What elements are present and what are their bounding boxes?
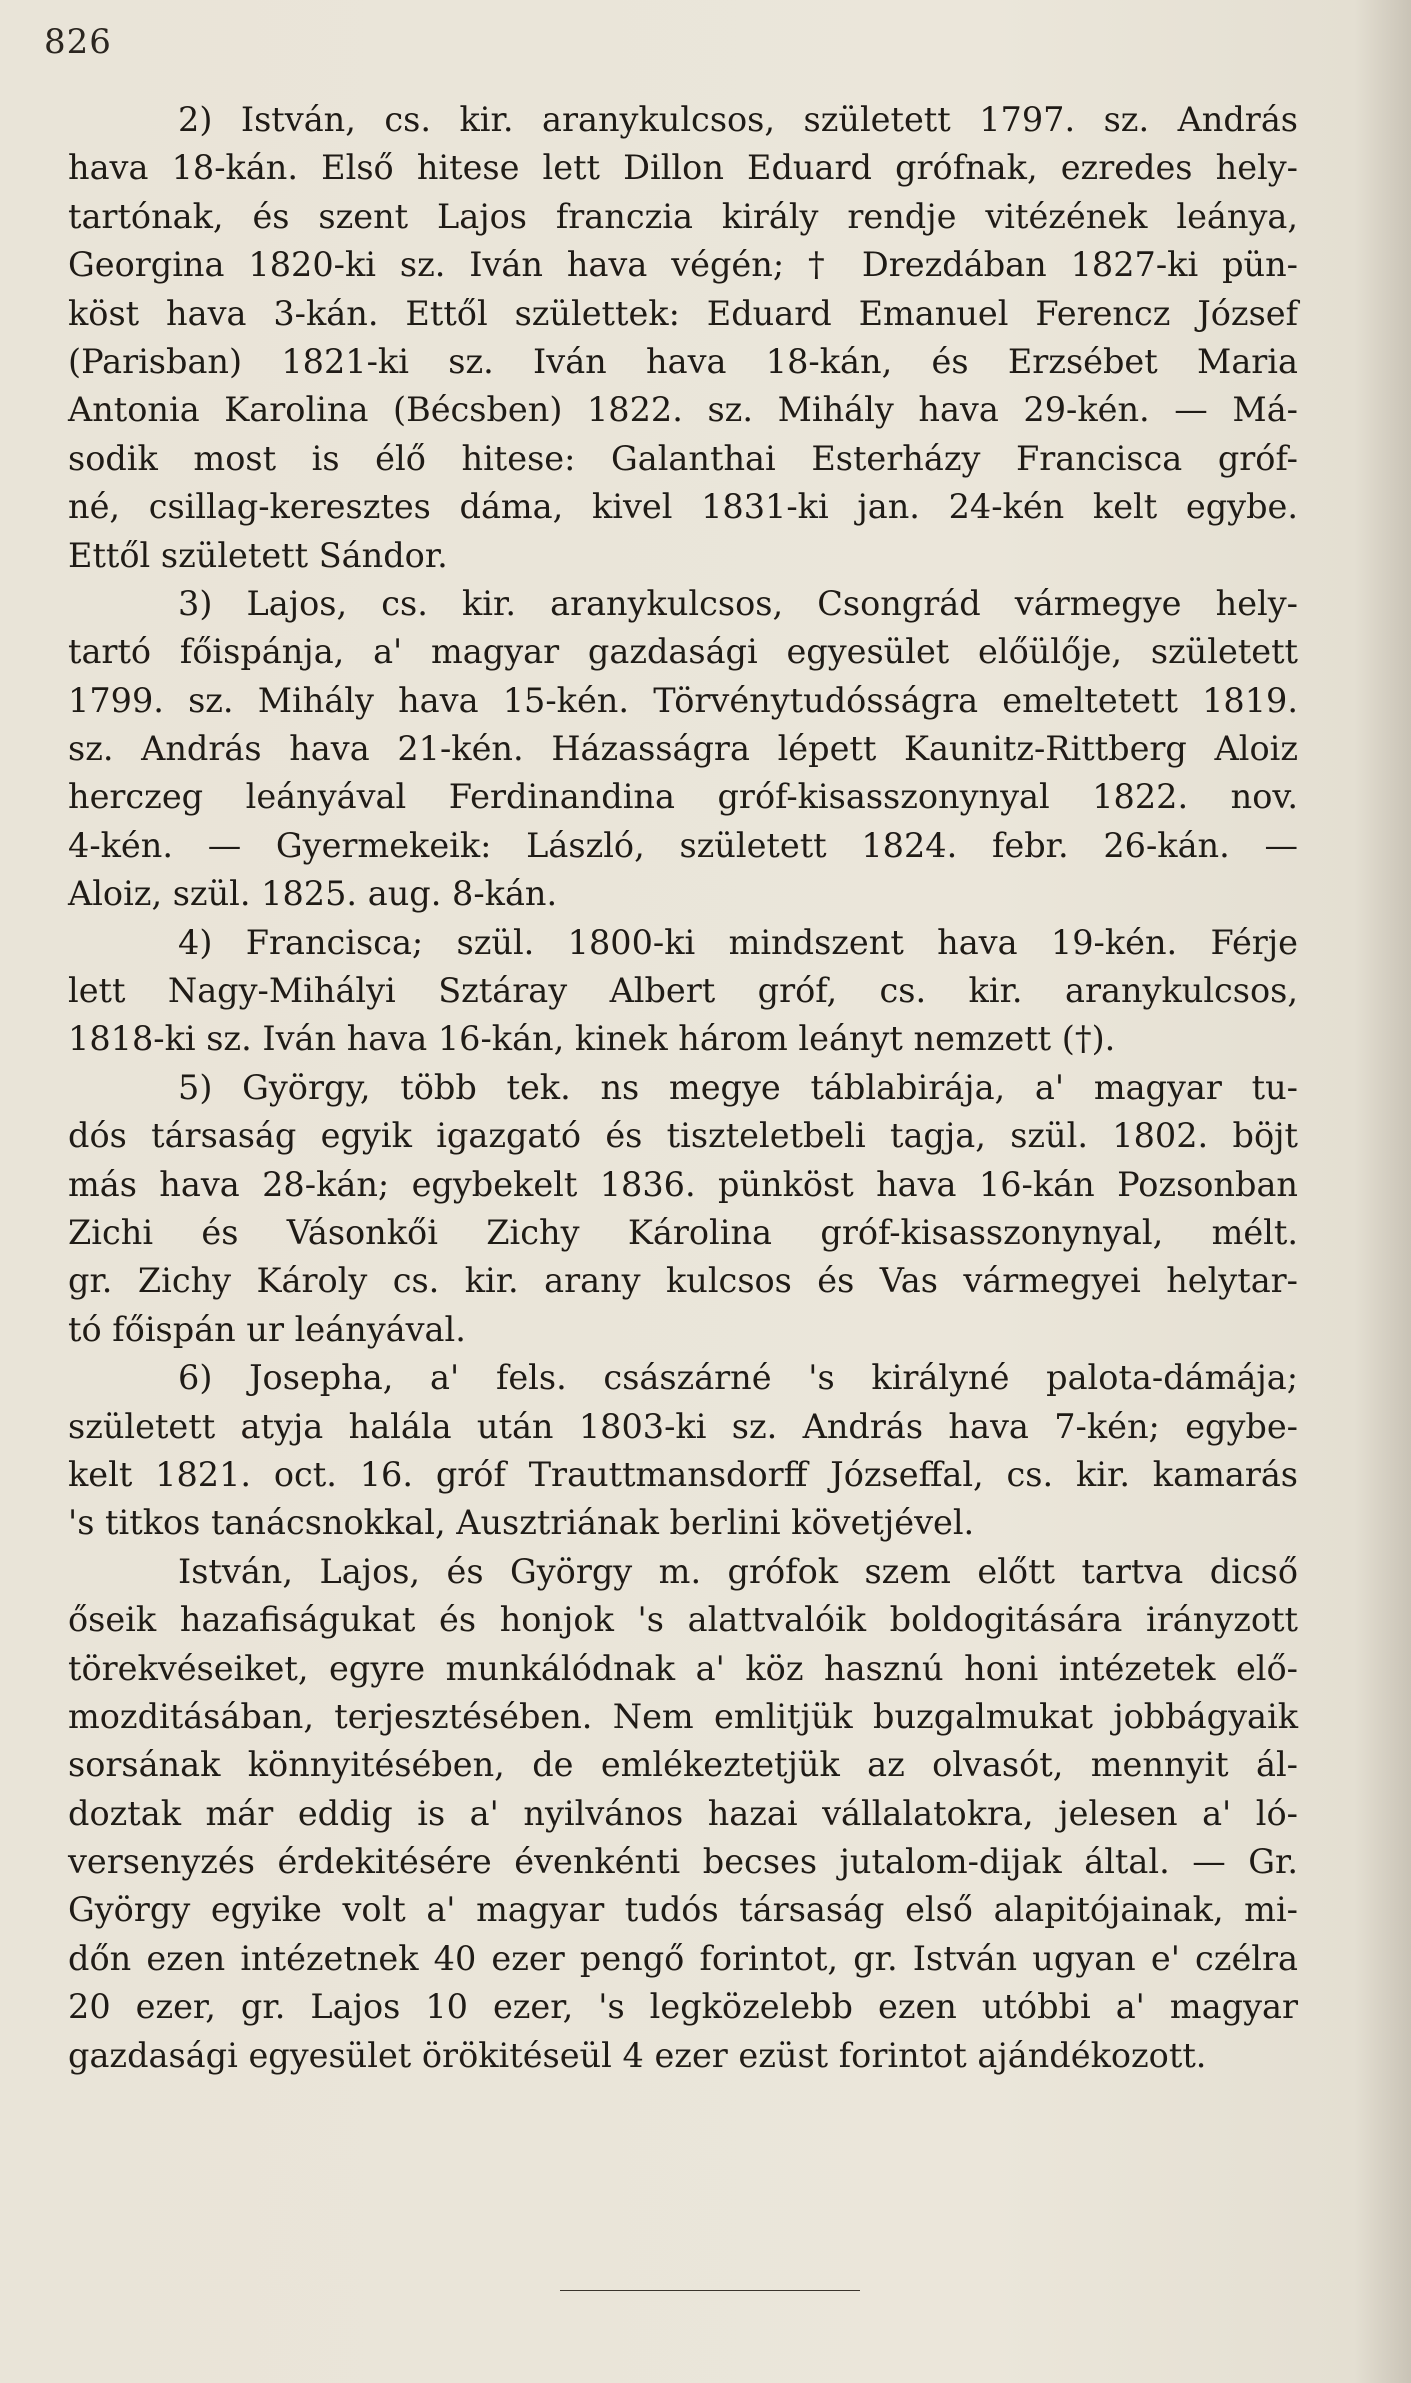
text-line: 's titkos tanácsnokkal, Ausztriának berlini követjével. <box>68 1503 975 1543</box>
text-line: 4-kén. — Gyermekeik: László, született 1824. febr. 26-kán. — <box>68 825 1298 865</box>
text-line: őseik hazafiságukat és honjok 's alattvalóik boldogitására irányzott <box>68 1600 1298 1640</box>
text-line: tartónak, és szent Lajos franczia király rendje vitézének leánya, <box>68 196 1298 236</box>
text-line: herczeg leányával Ferdinandina gróf-kisasszonynyal 1822. nov. <box>68 777 1298 817</box>
text-line: Ettől született Sándor. <box>68 535 448 575</box>
text-line: hava 18-kán. Első hitese lett Dillon Eduard grófnak, ezredes hely- <box>68 148 1298 188</box>
text-line: 1799. sz. Mihály hava 15-kén. Törvénytudósságra emeltetett 1819. <box>68 680 1298 720</box>
text-line: 4) Francisca; szül. 1800-ki mindszent hava 19-kén. Férje <box>178 922 1298 962</box>
text-line: István, Lajos, és György m. grófok szem előtt tartva dicső <box>178 1551 1298 1591</box>
footer-rule <box>560 2290 860 2291</box>
text-line: kelt 1821. oct. 16. gróf Trauttmansdorff Józseffal, cs. kir. kamarás <box>68 1454 1298 1494</box>
text-line: Aloiz, szül. 1825. aug. 8-kán. <box>68 874 558 914</box>
text-line: tartó főispánja, a' magyar gazdasági egyesület előülője, született <box>68 632 1298 672</box>
text-line: 1818-ki sz. Iván hava 16-kán, kinek három leányt nemzett (†). <box>68 1019 1116 1059</box>
text-line: 6) Josepha, a' fels. császárné 's királyné palota-dámája; <box>178 1358 1298 1398</box>
text-line: Georgina 1820-ki sz. Iván hava végén; † Drezdában 1827-ki pün- <box>68 245 1298 285</box>
text-line: 3) Lajos, cs. kir. aranykulcsos, Csongrád vármegye hely- <box>178 583 1298 623</box>
text-line: született atyja halála után 1803-ki sz. András hava 7-kén; egybe- <box>68 1406 1298 1446</box>
page-text <box>68 96 1298 2080</box>
text-line: 20 ezer, gr. Lajos 10 ezer, 's legközelebb ezen utóbbi a' magyar <box>68 1987 1298 2027</box>
text-line: doztak már eddig is a' nyilvános hazai vállalatokra, jelesen a' ló- <box>68 1793 1298 1833</box>
text-line: gr. Zichy Károly cs. kir. arany kulcsos és Vas vármegyei helytar- <box>68 1261 1298 1301</box>
text-line: György egyike volt a' magyar tudós társaság első alapitójainak, mi- <box>68 1890 1298 1930</box>
text-line: lett Nagy-Mihályi Sztáray Albert gróf, cs. kir. aranykulcsos, <box>68 971 1298 1011</box>
page-number: 826 <box>44 22 112 62</box>
text-line: dőn ezen intézetnek 40 ezer pengő forintot, gr. István ugyan e' czélra <box>68 1938 1298 1978</box>
text-line: (Parisban) 1821-ki sz. Iván hava 18-kán, és Erzsébet Maria <box>68 341 1298 381</box>
text-line: 5) György, több tek. ns megye táblabirája, a' magyar tu- <box>178 1067 1298 1107</box>
text-line: más hava 28-kán; egybekelt 1836. pünköst hava 16-kán Pozsonban <box>68 1164 1298 1204</box>
text-line: tó főispán ur leányával. <box>68 1309 466 1349</box>
text-line: sorsának könnyitésében, de emlékeztetjük az olvasót, mennyit ál- <box>68 1745 1298 1785</box>
text-line: Antonia Karolina (Bécsben) 1822. sz. Mihály hava 29-kén. — Má- <box>68 390 1298 430</box>
text-line: Zichi és Vásonkői Zichy Károlina gróf-kisasszonynyal, mélt. <box>68 1212 1298 1252</box>
text-line: versenyzés érdekitésére évenkénti becses jutalom-dijak által. — Gr. <box>68 1842 1298 1882</box>
text-line: gazdasági egyesület örökitéseül 4 ezer ezüst forintot ajándékozott. <box>68 2035 1207 2075</box>
text-line: köst hava 3-kán. Ettől születtek: Eduard Emanuel Ferencz József <box>68 293 1298 333</box>
text-line: né, csillag-keresztes dáma, kivel 1831-ki jan. 24-kén kelt egybe. <box>68 487 1298 527</box>
text-line: törekvéseiket, egyre munkálódnak a' köz hasznú honi intézetek elő- <box>68 1648 1298 1688</box>
text-line: sodik most is élő hitese: Galanthai Esterházy Francisca gróf- <box>68 438 1298 478</box>
text-line: 2) István, cs. kir. aranykulcsos, született 1797. sz. András <box>178 100 1298 139</box>
text-line: mozditásában, terjesztésében. Nem emlitjük buzgalmukat jobbágyaik <box>68 1696 1298 1736</box>
text-line: sz. András hava 21-kén. Házasságra lépett Kaunitz-Rittberg Aloiz <box>68 729 1298 769</box>
text-line: dós társaság egyik igazgató és tiszteletbeli tagja, szül. 1802. böjt <box>68 1116 1298 1156</box>
